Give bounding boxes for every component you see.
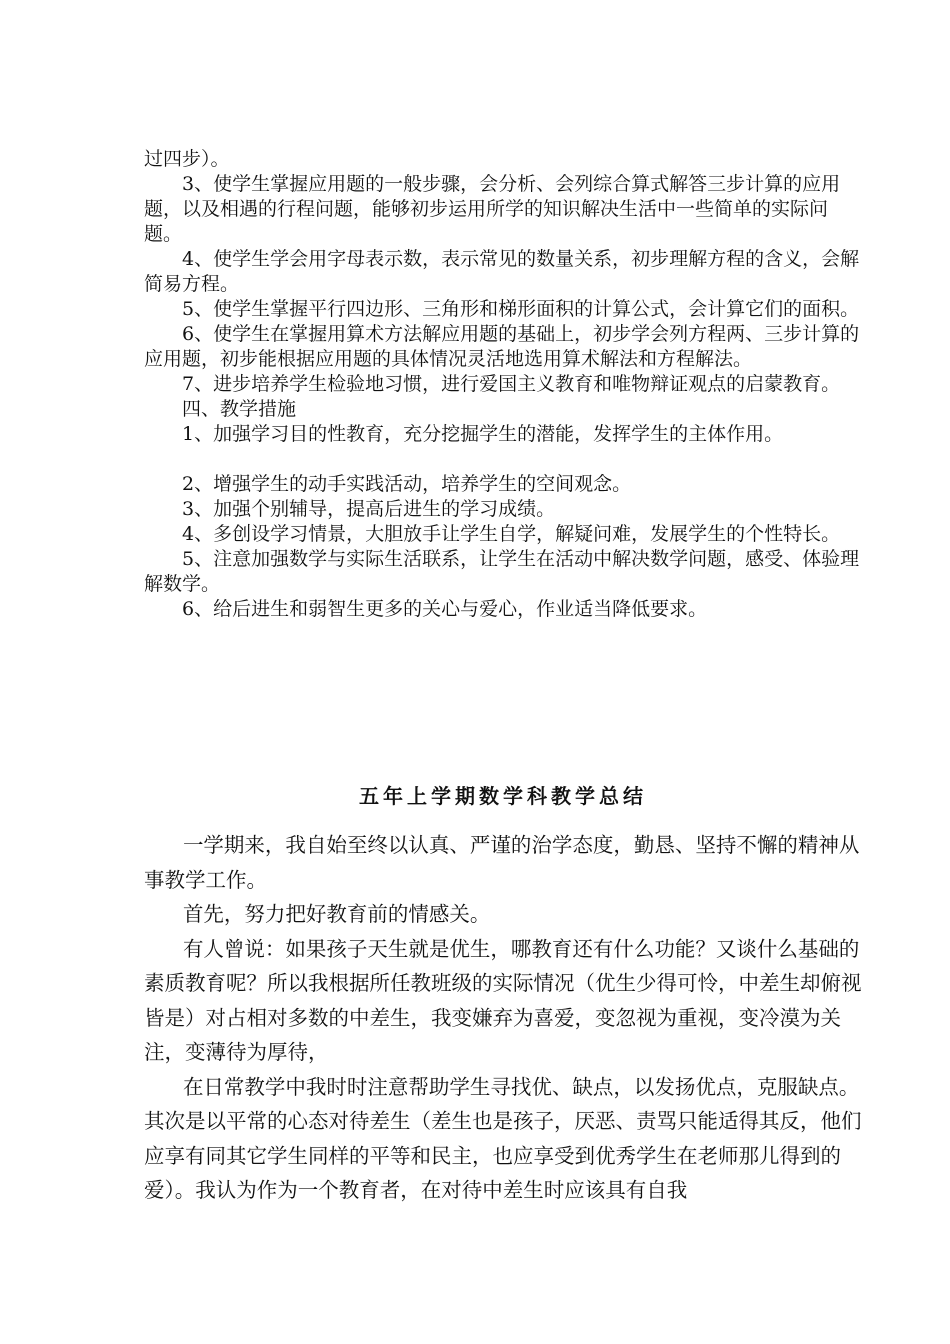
paragraph: 6、使学生在掌握用算术方法解应用题的基础上，初步学会列方程两、三步计算的应用题，初步能根据应用题的具体情况灵活地选用算术解法和方程解法。 [144, 323, 860, 370]
paragraph: 1、加强学习目的性教育，充分挖掘学生的潜能，发挥学生的主体作用。 [182, 423, 784, 445]
blank-line [144, 447, 862, 472]
paragraph: 一学期来，我自始至终以认真、严谨的治学态度，勤恳、坚持不懈的精神从事教学工作。 [144, 833, 860, 892]
paragraph: 2、增强学生的动手实践活动，培养学生的空间观念。 [182, 473, 632, 495]
teaching-goals-section [144, 147, 862, 622]
paragraph: 7、进步培养学生检验地习惯，进行爱国主义教育和唯物辩证观点的启蒙教育。 [182, 373, 841, 395]
paragraph: 3、加强个别辅导，提高后进生的学习成绩。 [182, 498, 556, 520]
paragraph: 5、注意加强数学与实际生活联系，让学生在活动中解决数学问题，感受、体验理解数学。 [144, 548, 860, 595]
paragraph: 首先，努力把好教育前的情感关。 [182, 902, 491, 926]
paragraph: 5、使学生掌握平行四边形、三角形和梯形面积的计算公式，会计算它们的面积。 [182, 298, 860, 320]
document-title: 五年上学期数学科教学总结 [359, 784, 647, 808]
paragraph: 6、给后进生和弱智生更多的关心与爱心，作业适当降低要求。 [182, 598, 708, 620]
paragraph: 3、使学生掌握应用题的一般步骤，会分析、会列综合算式解答三步计算的应用题，以及相遇的行程问题，能够初步运用所学的知识解决生活中一些简单的实际问题。 [144, 173, 841, 245]
paragraph: 过四步）。 [144, 148, 230, 170]
paragraph: 有人曾说：如果孩子天生就是优生，哪教育还有什么功能？又谈什么基础的素质教育呢？所以我根据所任教班级的实际情况（优生少得可怜，中差生却俯视皆是）对占相对多数的中差生，我变嫌弃为喜爱，变忽视为重视，变冷漠为关注，变薄待为厚待， [144, 936, 862, 1064]
teaching-summary-section [144, 828, 862, 1208]
section-heading: 四、教学措施 [182, 398, 297, 420]
paragraph: 4、多创设学习情景，大胆放手让学生自学，解疑问难，发展学生的个性特长。 [182, 523, 841, 545]
paragraph: 在日常教学中我时时注意帮助学生寻找优、缺点，以发扬优点，克服缺点。其次是以平常的心态对待差生（差生也是孩子，厌恶、责骂只能适得其反，他们应享有同其它学生同样的平等和民主，也应享受到优秀学生在老师那儿得到的爱）。我认为作为一个教育者，在对待中差生时应该具有自我 [144, 1074, 862, 1202]
paragraph: 4、使学生学会用字母表示数，表示常见的数量关系，初步理解方程的含义，会解简易方程。 [144, 248, 860, 295]
